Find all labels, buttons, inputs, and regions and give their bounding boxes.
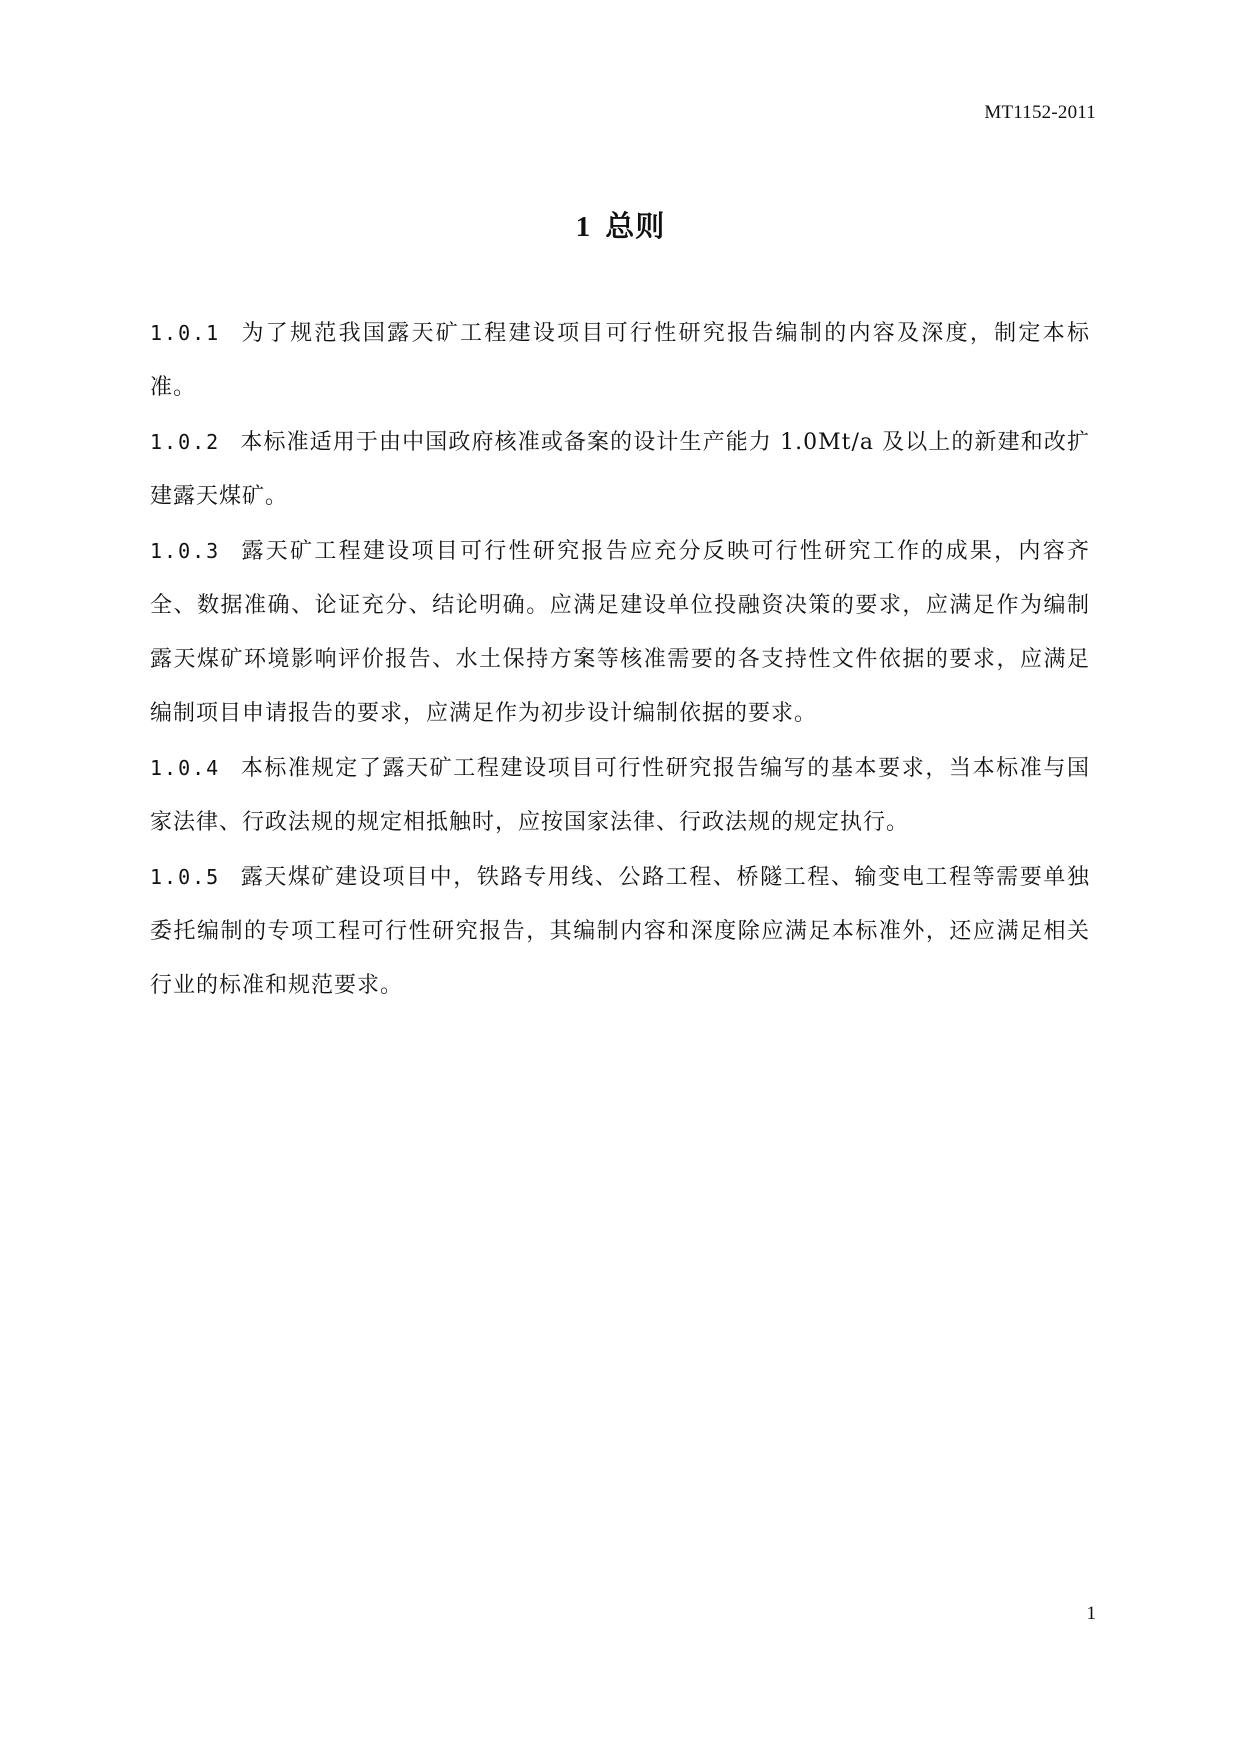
- clause-number: 1.0.5: [150, 865, 221, 889]
- clause-text: 为了规范我国露天矿工程建设项目可行性研究报告编制的内容及深度，制定本标准。: [150, 321, 1090, 400]
- clause-1-0-3: [150, 524, 1090, 741]
- clause-number: 1.0.4: [150, 756, 221, 780]
- clause-1-0-5: [150, 850, 1090, 1013]
- document-code: MT1152-2011: [984, 102, 1096, 123]
- chapter-title-text: 总则: [605, 209, 666, 243]
- clause-number: 1.0.2: [150, 430, 221, 454]
- page-number: 1: [1086, 1603, 1096, 1624]
- clause-1-0-4: [150, 741, 1090, 850]
- clause-text: 本标准规定了露天矿工程建设项目可行性研究报告编写的基本要求，当本标准与国家法律、行政法规的规定相抵触时，应按国家法律、行政法规的规定执行。: [150, 756, 1090, 835]
- clause-1-0-1: [150, 306, 1090, 415]
- clause-number: 1.0.1: [150, 321, 221, 345]
- clause-list: [150, 306, 1090, 1013]
- clause-text: 本标准适用于由中国政府核准或备案的设计生产能力 1.0Mt/a 及以上的新建和改扩建露天煤矿。: [150, 430, 1090, 509]
- clause-text: 露天矿工程建设项目可行性研究报告应充分反映可行性研究工作的成果，内容齐全、数据准确、论证充分、结论明确。应满足建设单位投融资决策的要求，应满足作为编制露天煤矿环境影响评价报告、水土保持方案等核准需要的各支持性文件依据的要求，应满足编制项目申请报告的要求，应满足作为初步设计编制依据的要求。: [150, 539, 1090, 726]
- clause-1-0-2: [150, 415, 1090, 524]
- clause-number: 1.0.3: [150, 539, 221, 563]
- chapter-number: 1: [575, 211, 592, 243]
- clause-text: 露天煤矿建设项目中，铁路专用线、公路工程、桥隧工程、输变电工程等需要单独委托编制的专项工程可行性研究报告，其编制内容和深度除应满足本标准外，还应满足相关行业的标准和规范要求。: [150, 865, 1090, 998]
- chapter-title: [0, 204, 1241, 245]
